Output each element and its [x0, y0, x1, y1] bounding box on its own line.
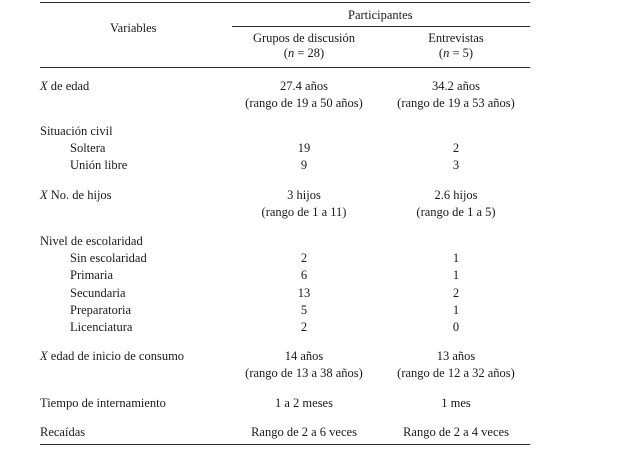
row-escolaridad-item-grupos: 2 — [300, 320, 308, 334]
table-top-rule — [40, 2, 530, 3]
row-consumo-grupos: 14 años — [284, 349, 324, 363]
row-escolaridad-item-label: Sin escolaridad — [70, 251, 147, 265]
row-escolaridad-item-grupos: 13 — [297, 286, 311, 300]
header-entrevistas: Entrevistas — [428, 31, 484, 45]
header-grupos-n: (n = 28) — [283, 46, 325, 60]
n-label: n — [287, 46, 295, 60]
row-hijos-entrevistas-range: (rango de 1 a 5) — [416, 205, 496, 219]
row-edad-grupos-range: (rango de 19 a 50 años) — [245, 96, 363, 110]
header-variables: Variables — [110, 21, 157, 35]
row-escolaridad-item-entrevistas: 1 — [452, 303, 460, 317]
row-civil-item-grupos: 19 — [297, 141, 311, 155]
row-civil-item-label: Soltera — [70, 141, 106, 155]
row-civil-label: Situación civil — [40, 124, 113, 138]
row-hijos-grupos-range: (rango de 1 a 11) — [261, 205, 347, 219]
label-text: No. de hijos — [47, 188, 112, 202]
row-escolaridad-item-label: Secundaria — [70, 286, 126, 300]
row-edad-label — [40, 79, 89, 94]
row-hijos-label — [40, 188, 112, 203]
row-consumo-entrevistas-range: (rango de 12 a 32 años) — [397, 366, 515, 380]
row-escolaridad-item-entrevistas: 1 — [452, 251, 460, 265]
row-edad-entrevistas: 34.2 años — [432, 79, 480, 93]
mean-symbol: X — [40, 188, 48, 202]
row-civil-item-entrevistas: 3 — [452, 158, 460, 172]
row-recaidas-grupos: Rango de 2 a 6 veces — [251, 425, 357, 439]
row-escolaridad-item-label: Primaria — [70, 268, 114, 282]
label-text: de edad — [47, 79, 90, 93]
row-consumo-label — [40, 349, 184, 364]
row-hijos-grupos: 3 hijos — [287, 188, 321, 202]
header-grupos: Grupos de discusión — [252, 31, 356, 45]
mean-symbol: X — [40, 349, 48, 363]
row-edad-grupos: 27.4 años — [280, 79, 328, 93]
row-escolaridad-item-label: Licenciatura — [70, 320, 133, 334]
label-text: edad de inicio de consumo — [47, 349, 185, 363]
row-recaidas-entrevistas: Rango de 2 a 4 veces — [403, 425, 509, 439]
row-escolaridad-item-entrevistas: 0 — [452, 320, 460, 334]
row-escolaridad-label: Nivel de escolaridad — [40, 234, 143, 248]
table-bottom-rule — [40, 444, 530, 445]
row-consumo-grupos-range: (rango de 13 a 38 años) — [245, 366, 363, 380]
header-participantes: Participantes — [348, 8, 413, 22]
row-hijos-entrevistas: 2.6 hijos — [434, 188, 478, 202]
row-internamiento-label: Tiempo de internamiento — [40, 396, 166, 410]
row-escolaridad-item-grupos: 5 — [300, 303, 308, 317]
header-entrevistas-n: (n = 5) — [438, 46, 474, 60]
participantes-rule — [232, 26, 530, 27]
row-escolaridad-item-label: Preparatoria — [70, 303, 132, 317]
row-consumo-entrevistas: 13 años — [436, 349, 476, 363]
header-bottom-rule — [40, 67, 530, 68]
row-civil-item-label: Unión libre — [70, 158, 128, 172]
row-recaidas-label: Recaídas — [40, 425, 86, 439]
row-escolaridad-item-grupos: 2 — [300, 251, 308, 265]
row-civil-item-grupos: 9 — [300, 158, 308, 172]
row-civil-item-entrevistas: 2 — [452, 141, 460, 155]
n-value: = 28) — [294, 46, 325, 60]
n-value: = 5) — [449, 46, 474, 60]
n-label: n — [443, 46, 450, 60]
row-escolaridad-item-entrevistas: 1 — [452, 268, 460, 282]
row-escolaridad-item-entrevistas: 2 — [452, 286, 460, 300]
row-edad-entrevistas-range: (rango de 19 a 53 años) — [397, 96, 515, 110]
row-internamiento-entrevistas: 1 mes — [441, 396, 471, 410]
row-internamiento-grupos: 1 a 2 meses — [275, 396, 333, 410]
mean-symbol: X — [40, 79, 48, 93]
row-escolaridad-item-grupos: 6 — [300, 268, 308, 282]
